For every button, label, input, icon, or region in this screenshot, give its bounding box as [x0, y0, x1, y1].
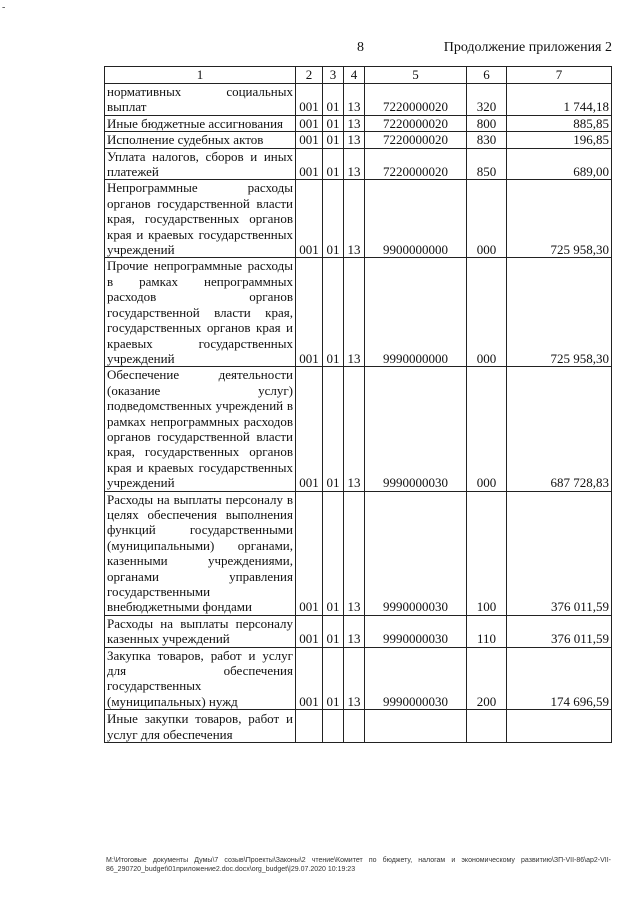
target-article-code: 7220000020: [365, 115, 467, 131]
column-header: 6: [467, 67, 507, 84]
column-header: 1: [105, 67, 296, 84]
expense-name: Иные бюджетные ассигнования: [105, 115, 296, 131]
expense-type-code: 110: [467, 615, 507, 647]
column-header: 7: [507, 67, 612, 84]
expense-name: Закупка товаров, работ и услуг для обеспечения государственных (муниципальных) нужд: [105, 647, 296, 710]
amount: 376 011,59: [507, 615, 612, 647]
section-code: 01: [323, 491, 344, 615]
budget-table: [104, 66, 612, 743]
ministry-code: 001: [296, 132, 323, 148]
subsection-code: 13: [344, 615, 365, 647]
subsection-code: 13: [344, 258, 365, 367]
target-article-code: 9900000000: [365, 180, 467, 258]
table-row: [105, 180, 612, 258]
expense-name: нормативных социальных выплат: [105, 84, 296, 116]
ministry-code: 001: [296, 148, 323, 180]
amount: 196,85: [507, 132, 612, 148]
ministry-code: 001: [296, 258, 323, 367]
amount: 376 011,59: [507, 491, 612, 615]
ministry-code: 001: [296, 647, 323, 710]
expense-type-code: 200: [467, 647, 507, 710]
table-row: [105, 647, 612, 710]
subsection-code: 13: [344, 132, 365, 148]
column-header: 2: [296, 67, 323, 84]
target-article-code: 7220000020: [365, 148, 467, 180]
section-code: 01: [323, 84, 344, 116]
section-code: 01: [323, 115, 344, 131]
table-row: [105, 84, 612, 116]
margin-mark: -: [2, 2, 6, 13]
file-path-footer: M:\Итоговые документы Думы\7 созыв\Проекты\Законы\2 чтение\Комитет по бюджету, налогам и экономическому развитию\ЗП-VII-86\ap2-VII-86_290720_budget\01приложение2.doc.docx\org_budget\|29.07.2020 10:19:23: [106, 857, 611, 873]
section-code: 01: [323, 258, 344, 367]
table-row: [105, 115, 612, 131]
subsection-code: [344, 710, 365, 743]
table-row: [105, 148, 612, 180]
amount: [507, 710, 612, 743]
target-article-code: 9990000030: [365, 491, 467, 615]
subsection-code: 13: [344, 647, 365, 710]
amount: 1 744,18: [507, 84, 612, 116]
expense-name: Исполнение судебных актов: [105, 132, 296, 148]
expense-type-code: 000: [467, 180, 507, 258]
expense-name: Иные закупки товаров, работ и услуг для обеспечения: [105, 710, 296, 743]
target-article-code: 9990000030: [365, 647, 467, 710]
ministry-code: 001: [296, 615, 323, 647]
target-article-code: 9990000000: [365, 258, 467, 367]
column-header: 4: [344, 67, 365, 84]
expense-name: Расходы на выплаты персоналу в целях обеспечения выполнения функций государственными (муниципальными) органами, казенными учреждениями, органами управления государственными внебюджетными фондами: [105, 491, 296, 615]
section-code: 01: [323, 647, 344, 710]
expense-name: Расходы на выплаты персоналу казенных учреждений: [105, 615, 296, 647]
table-row: [105, 710, 612, 743]
expense-type-code: 000: [467, 367, 507, 491]
ministry-code: 001: [296, 491, 323, 615]
page-number: 8: [357, 40, 364, 55]
table-row: [105, 132, 612, 148]
continuation-heading: Продолжение приложения 2: [443, 40, 612, 55]
ministry-code: 001: [296, 115, 323, 131]
section-code: 01: [323, 148, 344, 180]
ministry-code: 001: [296, 180, 323, 258]
section-code: 01: [323, 615, 344, 647]
expense-type-code: 100: [467, 491, 507, 615]
subsection-code: 13: [344, 491, 365, 615]
expense-type-code: 000: [467, 258, 507, 367]
subsection-code: 13: [344, 115, 365, 131]
subsection-code: 13: [344, 148, 365, 180]
subsection-code: 13: [344, 367, 365, 491]
expense-type-code: 850: [467, 148, 507, 180]
ministry-code: [296, 710, 323, 743]
target-article-code: 7220000020: [365, 84, 467, 116]
amount: 689,00: [507, 148, 612, 180]
target-article-code: 7220000020: [365, 132, 467, 148]
section-code: 01: [323, 367, 344, 491]
ministry-code: 001: [296, 84, 323, 116]
section-code: 01: [323, 180, 344, 258]
table-row: [105, 367, 612, 491]
expense-type-code: 800: [467, 115, 507, 131]
subsection-code: 13: [344, 180, 365, 258]
section-code: [323, 710, 344, 743]
expense-name: Прочие непрограммные расходы в рамках непрограммных расходов органов государственной власти края, государственных органов края и краевых государственных учреждений: [105, 258, 296, 367]
amount: 174 696,59: [507, 647, 612, 710]
amount: 725 958,30: [507, 180, 612, 258]
expense-name: Непрограммные расходы органов государственной власти края, государственных органов края и краевых государственных учреждений: [105, 180, 296, 258]
target-article-code: 9990000030: [365, 615, 467, 647]
ministry-code: 001: [296, 367, 323, 491]
expense-type-code: [467, 710, 507, 743]
section-code: 01: [323, 132, 344, 148]
subsection-code: 13: [344, 84, 365, 116]
table-row: [105, 491, 612, 615]
expense-type-code: 830: [467, 132, 507, 148]
table-row: [105, 615, 612, 647]
column-header: 5: [365, 67, 467, 84]
expense-name: Уплата налогов, сборов и иных платежей: [105, 148, 296, 180]
amount: 725 958,30: [507, 258, 612, 367]
amount: 885,85: [507, 115, 612, 131]
column-header: 3: [323, 67, 344, 84]
expense-type-code: 320: [467, 84, 507, 116]
table-row: [105, 258, 612, 367]
amount: 687 728,83: [507, 367, 612, 491]
expense-name: Обеспечение деятельности (оказание услуг) подведомственных учреждений в рамках непрограммных расходов органов государственной власти края, государственных органов края и краевых государственных учреждений: [105, 367, 296, 491]
target-article-code: [365, 710, 467, 743]
target-article-code: 9990000030: [365, 367, 467, 491]
column-number-row: [105, 67, 612, 84]
